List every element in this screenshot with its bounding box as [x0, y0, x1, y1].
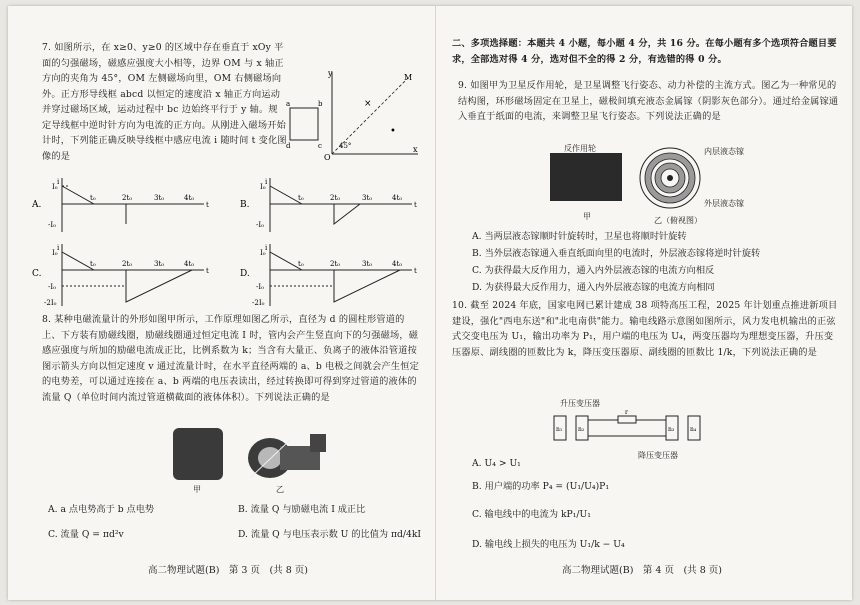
- page-4-footer: 高二物理试题(B) 第 4 页 (共 8 页): [562, 565, 722, 576]
- q7-graph-a-neg: -I₀: [48, 221, 56, 229]
- q9-option-b[interactable]: B. 当外层液态镓通入垂直纸面向里的电流时，外层液态镓将逆时针旋转: [472, 248, 761, 259]
- q7-graph-b-t0: t₀: [298, 194, 304, 202]
- q9-cap-1: 甲: [583, 212, 591, 221]
- q7-graph-a-t2: 2t₀: [122, 194, 133, 202]
- q7-graph-c-t3: 3t₀: [154, 260, 165, 268]
- exam-sheet: [8, 6, 852, 600]
- q7-graph-c-neg2: -2I₀: [44, 299, 57, 307]
- label-n1: n₁: [556, 426, 563, 433]
- q7-graph-d-t: t: [414, 267, 417, 275]
- section-heading: 二、多项选择题：本题共 4 小题，每小题 4 分，共 16 分。在每小题有多个选项符合题目要求，全部选对得 4 分，选对但不全的得 2 分，有选错的得 0 分。: [452, 38, 837, 65]
- q7-graph-d-letter: D.: [240, 269, 250, 279]
- flowmeter-photo: [173, 428, 223, 480]
- q7-graph-c: [32, 242, 212, 310]
- q7-graph-b-t4: 4t₀: [392, 194, 403, 202]
- q9-cap-2: 乙（俯视图）: [654, 216, 702, 225]
- label-n4: n₄: [690, 426, 697, 433]
- q7-graph-d-neg2: -2I₀: [252, 299, 265, 307]
- q9-option-d[interactable]: D. 为获得最大反作用力，通入内外层液态镓的电流方向相同: [472, 282, 715, 293]
- q10-option-d[interactable]: D. 输电线上损失的电压为 U₁/k − U₄: [472, 539, 625, 550]
- q7-x-label: x: [413, 145, 418, 154]
- q7-graph-a: [32, 176, 212, 238]
- reaction-wheel-photo: [550, 153, 622, 201]
- ring-diagram: [638, 146, 702, 210]
- q7-cross-mark: ×: [364, 99, 372, 109]
- q9-outer-label: 外层液态镓: [704, 199, 744, 208]
- q7-graph-a-t3: 3t₀: [154, 194, 165, 202]
- q7-graph-d-neg: -I₀: [256, 283, 264, 291]
- q7-origin-label: O: [324, 153, 331, 160]
- label-r: r: [625, 409, 628, 416]
- q8-cap-1: 甲: [193, 485, 201, 494]
- q7-graph-b-t3: 3t₀: [362, 194, 373, 202]
- q8-option-c[interactable]: C. 流量 Q = πd²v: [48, 529, 124, 540]
- q7-graph-c-t4: 4t₀: [184, 260, 195, 268]
- q7-d-label: d: [286, 142, 291, 150]
- q7-graph-c-t: t: [206, 267, 209, 275]
- q7-angle-label: 45°: [339, 142, 352, 150]
- q7-graph-b-t: t: [414, 201, 417, 209]
- page-4: [452, 6, 844, 600]
- q7-m-label: M: [404, 73, 413, 82]
- q7-graph-b: [240, 176, 420, 238]
- q7-graph-d-t3: 3t₀: [362, 260, 373, 268]
- q9-option-a[interactable]: A. 当两层液态镓顺时针旋转时，卫星也将顺时针旋转: [472, 231, 687, 242]
- q9-option-c[interactable]: C. 为获得最大反作用力，通入内外层液态镓的电流方向相反: [472, 265, 715, 276]
- q8-option-d[interactable]: D. 流量 Q 与电压表示数 U 的比值为 πd/4kI: [238, 529, 422, 540]
- q7-graph-c-i: i: [57, 244, 60, 252]
- q9-inner-label: 内层液态镓: [704, 147, 744, 156]
- flowmeter-diagram: [240, 426, 330, 484]
- step-down-label: 降压变压器: [638, 451, 678, 460]
- q7-graph-d-t4: 4t₀: [392, 260, 403, 268]
- q7-graph-d-i0: I₀: [260, 249, 266, 257]
- q8-option-b[interactable]: B. 流量 Q 与励磁电流 I 成正比: [238, 504, 366, 515]
- step-up-label: 升压变压器: [560, 399, 600, 408]
- transmission-circuit: [548, 406, 708, 450]
- q7-graph-b-letter: B.: [240, 200, 250, 210]
- q7-graph-d-t2: 2t₀: [330, 260, 341, 268]
- q7-graph-a-t0: t₀: [90, 194, 96, 202]
- q7-a-label: a: [286, 100, 291, 108]
- q7-figure: [280, 68, 420, 160]
- page-fold: [435, 6, 436, 600]
- q7-graph-b-i: i: [265, 178, 268, 186]
- q7-graph-b-i0: I₀: [260, 183, 266, 191]
- label-n3: n₃: [668, 426, 675, 433]
- q7-graph-c-t0: t₀: [90, 260, 96, 268]
- q7-graph-b-neg: -I₀: [256, 221, 264, 229]
- q8-text: 8. 某种电磁流量计的外形如图甲所示，工作原理如图乙所示，直径为 d 的圆柱形管道的上、下方装有励磁线圈，励磁线圈通过恒定电流 I 时，管内会产生竖直向下的匀强磁场，磁感应强度与所加的励磁电流成正比，比例系数为 k；当含有大量正、负离子的液体沿管道按图示箭头方向以恒定速度 v 通过流量计时，在水平直径两端的 a、b 电极之间就会产生恒定的电势差，可以通过连接在 a、b 两端的电压表读出，经过转换即可得到穿过管道的液体的流量 Q（单位时间内流过管道横截面的液体体积）。下列说法正确的是: [42, 314, 419, 403]
- q7-graph-c-t2: 2t₀: [122, 260, 133, 268]
- q7-graph-c-i0: I₀: [52, 249, 58, 257]
- q9-photo-label: 反作用轮: [564, 144, 596, 153]
- q8-cap-2: 乙: [276, 485, 284, 494]
- q7-graph-d-t0: t₀: [298, 260, 304, 268]
- q10-option-a[interactable]: A. U₄ > U₁: [472, 458, 521, 469]
- q7-c-label: c: [318, 142, 322, 150]
- q9-text: 9. 如图甲为卫星反作用轮，是卫星调整飞行姿态、动力补偿的主流方式。图乙为一种常见的结构图，环形磁场固定在卫星上，磁极间填充液态金属镓（阴影灰色部分）。通过给金属镓通入垂直于纸面的电流，来调整卫星飞行姿态。下列说法正确的是: [458, 80, 839, 122]
- q10-option-c[interactable]: C. 输电线中的电流为 kP₁/U₁: [472, 509, 591, 520]
- q7-graph-c-neg: -I₀: [48, 283, 56, 291]
- q7-graph-a-i0: I₀: [52, 183, 58, 191]
- q7-graph-a-letter: A.: [32, 200, 42, 210]
- q10-option-b[interactable]: B. 用户端的功率 P₄ = (U₁/U₄)P₁: [472, 481, 610, 492]
- page-3-footer: 高二物理试题(B) 第 3 页 (共 8 页): [148, 565, 308, 576]
- q8-option-a[interactable]: A. a 点电势高于 b 点电势: [48, 504, 155, 515]
- q7-graph-a-i: i: [57, 178, 60, 186]
- q7-b-label: b: [318, 100, 323, 108]
- q7-y-label: y: [328, 69, 333, 78]
- page-3: [28, 6, 424, 600]
- q7-text: 7. 如图所示，在 x≥0、y≥0 的区域中存在垂直于 xOy 平面的匀强磁场，磁感应强度大小相等，边界 OM 与 x 轴正方向的夹角为 45°，OM 左侧磁场向里，OM 右侧磁场向外。正方形导线框 abcd 以恒定的速度沿 x 轴正方向运动并穿过磁场区域，运动过程中 bc 边始终平行于 y 轴。规定导线框中逆时针方向为电流的正方向。从刚进入磁场开始计时，下列能正确反映导线框中感应电流 i 随时间 t 变化图像的是: [42, 42, 287, 162]
- q7-graph-a-t: t: [206, 201, 209, 209]
- q7-graph-b-t2: 2t₀: [330, 194, 341, 202]
- q7-graph-d: [240, 242, 420, 310]
- q7-dot-mark: •: [390, 126, 396, 137]
- q7-graph-c-letter: C.: [32, 269, 42, 279]
- label-n2: n₂: [578, 426, 585, 433]
- q7-graph-d-i: i: [265, 244, 268, 252]
- q10-text: 10. 截至 2024 年底，国家电网已累计建成 38 项特高压工程，2025 年计划重点推进新项目建设，强化"西电东送"和"北电南供"能力。输电线路示意图如图所示，风力发电机输出的正弦式交变电压为 U₁，输出功率为 P₁，用户端的电压为 U₄，两变压器均为理想变压器，升压变压器原、副线圈的匝数比为 k，降压变压器原、副线圈的匝数比 1/k，下列说法正确的是: [452, 300, 838, 358]
- q7-graph-a-t4: 4t₀: [184, 194, 195, 202]
